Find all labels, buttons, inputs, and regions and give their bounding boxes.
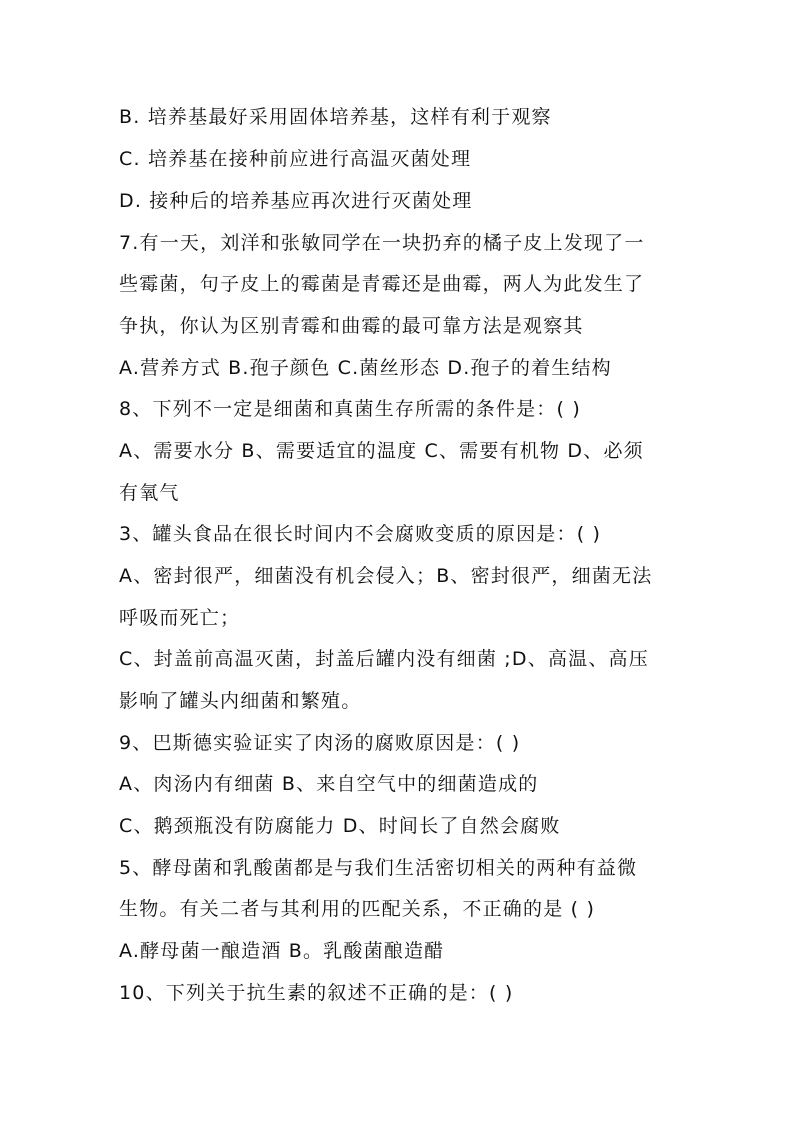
question-7-options: A.营养方式 B.孢子颜色 C.菌丝形态 D.孢子的着生结构	[119, 357, 612, 379]
question-8-options-line-2: 有氧气	[119, 482, 180, 504]
question-3-options-line-3: C、封盖前高温灭菌，封盖后罐内没有细菌 ;D、高温、高压	[119, 648, 649, 670]
question-5-line-2: 生物。有关二者与其利用的匹配关系，不正确的是 ( )	[119, 898, 596, 920]
question-7-line-1: 7.有一天，刘洋和张敏同学在一块扔弃的橘子皮上发现了一	[119, 232, 645, 254]
question-7-line-2: 些霉菌，句子皮上的霉菌是青霉还是曲霉，两人为此发生了	[119, 273, 645, 295]
question-3-options-line-1: A、密封很严，细菌没有机会侵入；B、密封很严，细菌无法	[119, 565, 653, 587]
question-5-options: A.酵母菌一酿造酒 B。乳酸菌酿造醋	[119, 940, 445, 962]
question-9-stem: 9、巴斯德实验证实了肉汤的腐败原因是：( )	[119, 732, 521, 754]
question-8-stem: 8、下列不一定是细菌和真菌生存所需的条件是：( )	[119, 398, 581, 420]
option-b-line: B. 培养基最好采用固体培养基，这样有利于观察	[119, 106, 552, 128]
question-9-options-line-1: A、肉汤内有细菌 B、来自空气中的细菌造成的	[119, 773, 539, 795]
question-8-options-line-1: A、需要水分 B、需要适宜的温度 C、需要有机物 D、必须	[119, 440, 644, 462]
option-c-line: C. 培养基在接种前应进行高温灭菌处理	[119, 148, 472, 170]
option-d-line: D. 接种后的培养基应再次进行灭菌处理	[119, 190, 473, 212]
question-7-line-3: 争执，你认为区别青霉和曲霉的最可靠方法是观察其	[119, 315, 584, 337]
question-3-stem: 3、罐头食品在很长时间内不会腐败变质的原因是：( )	[119, 523, 602, 545]
question-3-options-line-4: 影响了罐头内细菌和繁殖。	[119, 690, 362, 712]
question-10-stem: 10、下列关于抗生素的叙述不正确的是：( )	[119, 982, 514, 1004]
question-9-options-line-2: C、鹅颈瓶没有防腐能力 D、时间长了自然会腐败	[119, 815, 561, 837]
question-5-line-1: 5、酵母菌和乳酸菌都是与我们生活密切相关的两种有益微	[119, 857, 638, 879]
question-3-options-line-2: 呼吸而死亡；	[119, 607, 241, 629]
